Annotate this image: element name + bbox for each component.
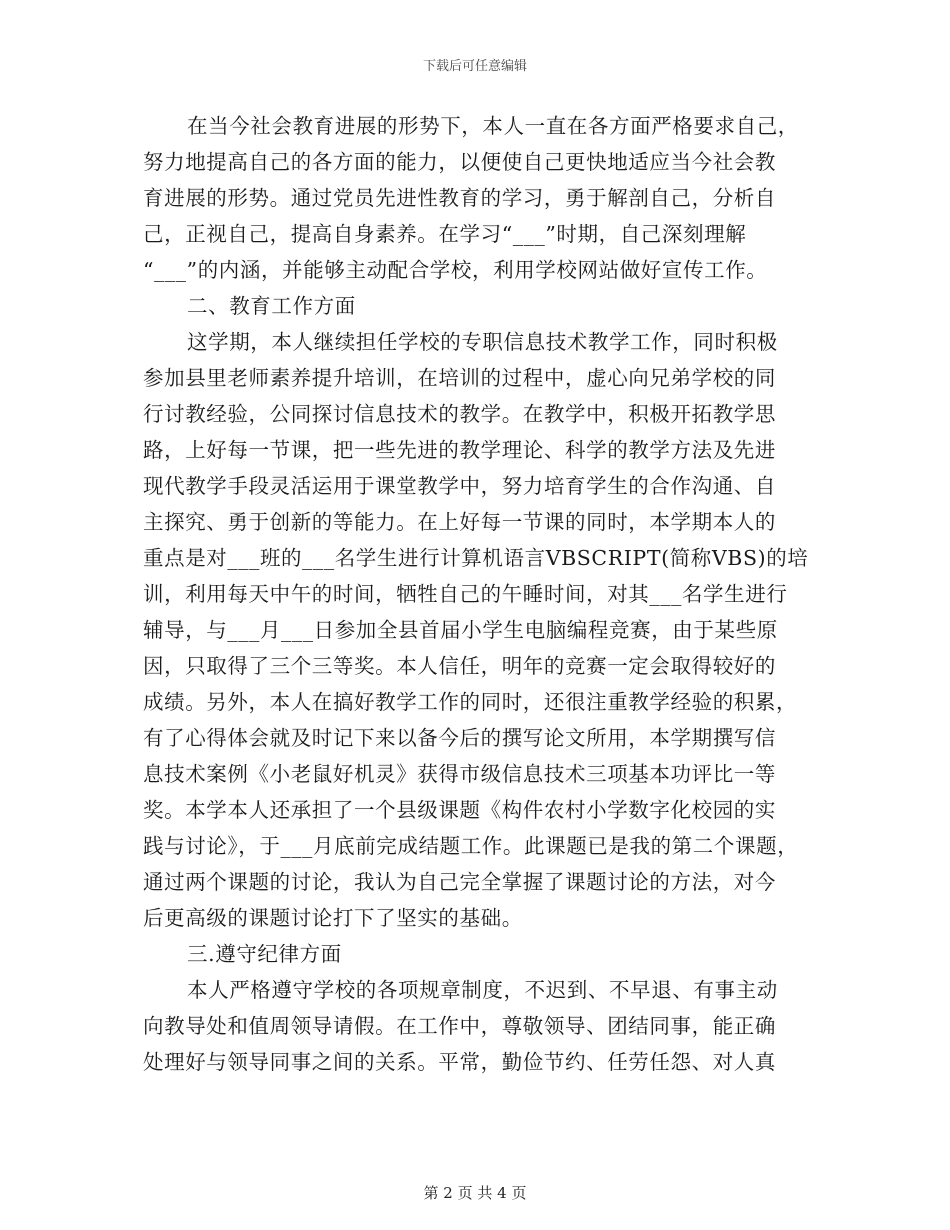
text-line: 本人严格遵守学校的各项规章制度，不迟到、不早退、有事主动 (187, 978, 778, 1002)
text-line: 路，上好每一节课，把一些先进的教学理论、科学的教学方法及先进 (143, 438, 776, 462)
text-line: 己，正视自己，提高自身素养。在学习“___”时期，自己深刻理解 (143, 222, 747, 246)
text-line: 行讨教经验，公同探讨信息技术的教学。在教学中，积极开拓教学思 (143, 402, 776, 426)
text-line: 奖。本学本人还承担了一个县级课题《构件农村小学数字化校园的实 (143, 798, 776, 822)
text-line: 主探究、勇于创新的等能力。在上好每一节课的同时，本学期本人的 (143, 510, 776, 534)
text-line: 育进展的形势。通过党员先进性教育的学习，勇于解剖自己，分析自 (143, 186, 776, 210)
text-line: 努力地提高自己的各方面的能力，以便使自己更快地适应当今社会教 (143, 150, 776, 174)
text-line: “___”的内涵，并能够主动配合学校，利用学校网站做好宣传工作。 (143, 258, 768, 282)
text-line: 息技术案例《小老鼠好机灵》获得市级信息技术三项基本功评比一等 (143, 762, 776, 786)
page-header: 下载后可任意编辑 (422, 59, 527, 74)
text-line: 向教导处和值周领导请假。在工作中，尊敬领导、团结同事，能正确 (143, 1014, 776, 1038)
text-line: 通过两个课题的讨论，我认为自己完全掌握了课题讨论的方法，对今 (143, 870, 776, 894)
text-line: 成绩。另外，本人在搞好教学工作的同时，还很注重教学经验的积累， (143, 690, 798, 714)
text-line: 处理好与领导同事之间的关系。平常，勤俭节约、任劳任怨、对人真 (143, 1050, 776, 1074)
text-line: 训，利用每天中午的时间，牺牲自己的午睡时间，对其___名学生进行 (143, 582, 788, 606)
text-line: 重点是对___班的___名学生进行计算机语言VBSCRIPT(简称VBS)的培 (143, 546, 809, 570)
section-heading: 二、教育工作方面 (187, 294, 356, 318)
text-line: 现代教学手段灵活运用于课堂教学中，努力培育学生的合作沟通、自 (143, 474, 776, 498)
document-body (143, 108, 823, 1080)
text-line: 在当今社会教育进展的形势下，本人一直在各方面严格要求自己， (187, 114, 799, 138)
text-line: 因，只取得了三个三等奖。本人信任，明年的竞赛一定会取得较好的 (143, 654, 776, 678)
text-line: 后更高级的课题讨论打下了坚实的基础。 (143, 906, 523, 930)
text-line: 辅导，与___月___日参加全县首届小学生电脑编程竞赛，由于某些原 (143, 618, 778, 642)
text-line: 践与讨论》，于___月底前完成结题工作。此课题已是我的第二个课题， (143, 834, 799, 858)
text-line: 有了心得体会就及时记下来以备今后的撰写论文所用，本学期撰写信 (143, 726, 776, 750)
section-heading: 三.遵守纪律方面 (187, 942, 342, 966)
text-line: 这学期，本人继续担任学校的专职信息技术教学工作，同时积极 (187, 330, 778, 354)
text-line: 参加县里老师素养提升培训，在培训的过程中，虚心向兄弟学校的同 (143, 366, 776, 390)
page-number: 第 2 页 共 4 页 (423, 1184, 527, 1202)
